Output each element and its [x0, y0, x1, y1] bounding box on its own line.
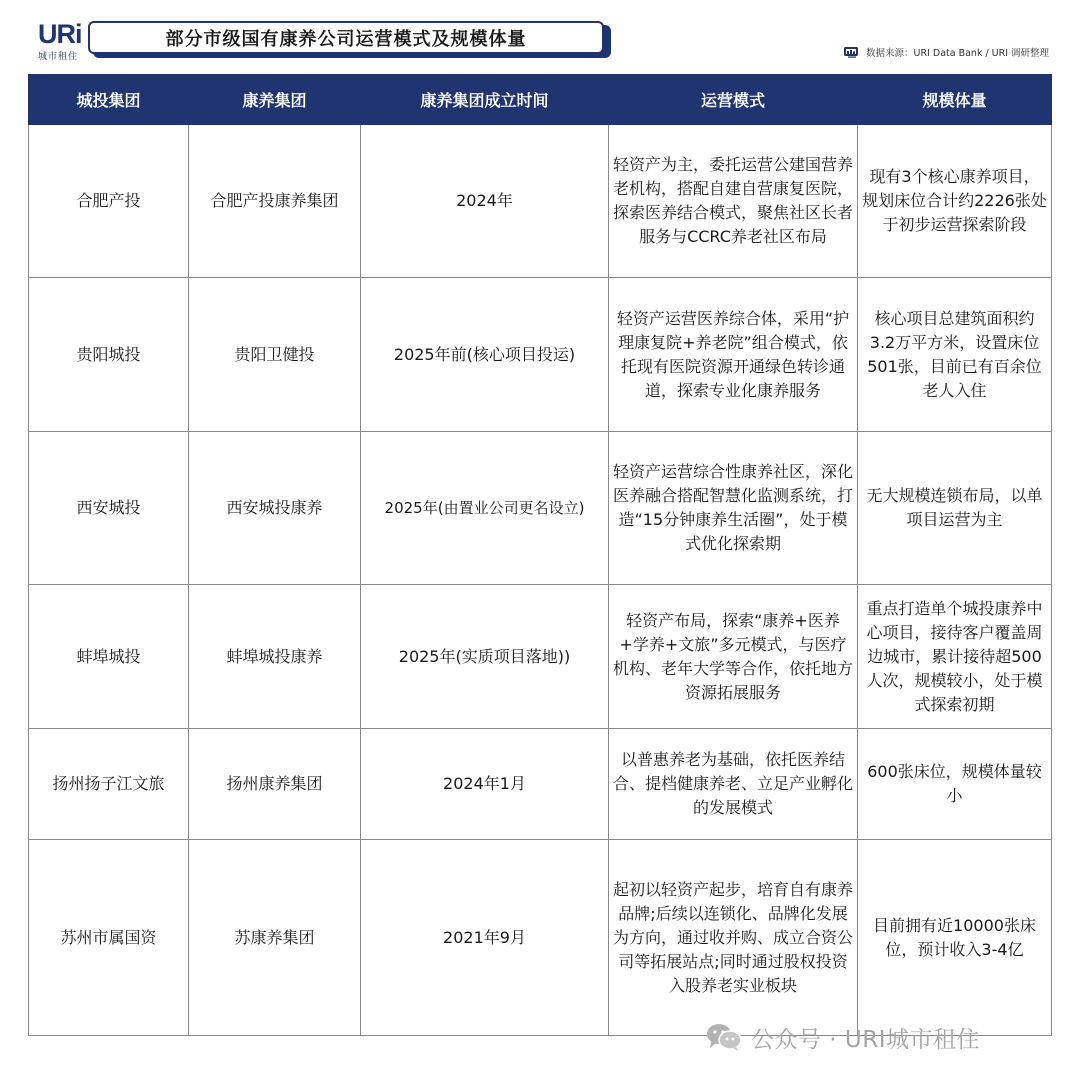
- cell-health-group: 蚌埠城投康养: [189, 585, 361, 729]
- wechat-icon: [705, 1022, 743, 1052]
- cell-health-group: 贵阳卫健投: [189, 278, 361, 432]
- cell-founded: 2025年前(核心项目投运): [361, 278, 609, 432]
- cell-group: 西安城投: [29, 432, 189, 585]
- data-source-text: 数据来源：URI Data Bank / URI 调研整理: [866, 48, 1050, 59]
- cell-mode: 轻资产布局，探索“康养+医养+学养+文旅”多元模式，与医疗机构、老年大学等合作，依托地方资源拓展服务: [609, 585, 858, 729]
- cell-mode: 轻资产为主，委托运营公建国营养老机构，搭配自建自营康复医院，探索医养结合模式，聚焦社区长者服务与CCRC养老社区布局: [609, 125, 858, 278]
- column-header: 康养集团成立时间: [361, 75, 609, 125]
- cell-health-group: 扬州康养集团: [189, 729, 361, 840]
- page-title: 部分市级国有康养公司运营模式及规模体量: [165, 28, 527, 50]
- cell-health-group: 苏康养集团: [189, 840, 361, 1036]
- title-banner: [88, 21, 613, 59]
- wechat-watermark: [705, 1018, 980, 1056]
- data-source-icon: [843, 46, 861, 58]
- table-row: [29, 729, 1052, 840]
- cell-health-group: 西安城投康养: [189, 432, 361, 585]
- cell-mode: 轻资产运营综合性康养社区，深化医养融合搭配智慧化监测系统，打造“15分钟康养生活圈”，处于模式优化探索期: [609, 432, 858, 585]
- logo-mark: URi: [38, 19, 82, 49]
- logo-subtitle: 城市租住: [38, 52, 79, 62]
- cell-founded: 2021年9月: [361, 840, 609, 1036]
- cell-health-group: 合肥产投康养集团: [189, 125, 361, 278]
- data-table: [28, 74, 1052, 1036]
- cell-group: 蚌埠城投: [29, 585, 189, 729]
- cell-founded: 2025年(由置业公司更名设立): [361, 432, 609, 585]
- column-header: 规模体量: [858, 75, 1052, 125]
- cell-mode: 起初以轻资产起步，培育自有康养品牌;后续以连锁化、品牌化发展为方向，通过收并购、成立合资公司等拓展站点;同时通过股权投资入股养老实业板块: [609, 840, 858, 1036]
- cell-mode: 轻资产运营医养综合体，采用“护理康复院+养老院”组合模式，依托现有医院资源开通绿色转诊通道，探索专业化康养服务: [609, 278, 858, 432]
- cell-group: 扬州扬子江文旅: [29, 729, 189, 840]
- cell-group: 苏州市属国资: [29, 840, 189, 1036]
- cell-founded: 2025年(实质项目落地)): [361, 585, 609, 729]
- data-source: [843, 44, 1049, 60]
- table-header-row: [29, 75, 1052, 125]
- cell-scale: 600张床位，规模体量较小: [858, 729, 1052, 840]
- title-box: [88, 21, 604, 54]
- cell-scale: 重点打造单个城投康养中心项目，接待客户覆盖周边城市，累计接待超500人次，规模较小，处于模式探索初期: [858, 585, 1052, 729]
- cell-group: 合肥产投: [29, 125, 189, 278]
- column-header: 康养集团: [189, 75, 361, 125]
- cell-group: 贵阳城投: [29, 278, 189, 432]
- logo: [38, 20, 82, 66]
- cell-founded: 2024年1月: [361, 729, 609, 840]
- column-header: 城投集团: [29, 75, 189, 125]
- cell-founded: 2024年: [361, 125, 609, 278]
- cell-scale: 现有3个核心康养项目，规划床位合计约2226张处于初步运营探索阶段: [858, 125, 1052, 278]
- cell-scale: 核心项目总建筑面积约3.2万平方米，设置床位501张，目前已有百余位老人入住: [858, 278, 1052, 432]
- table-row: [29, 125, 1052, 278]
- cell-mode: 以普惠养老为基础，依托医养结合、提档健康养老、立足产业孵化的发展模式: [609, 729, 858, 840]
- table-row: [29, 278, 1052, 432]
- table-row: [29, 432, 1052, 585]
- table-row: [29, 840, 1052, 1036]
- cell-scale: 无大规模连锁布局，以单项目运营为主: [858, 432, 1052, 585]
- table-row: [29, 585, 1052, 729]
- column-header: 运营模式: [609, 75, 858, 125]
- cell-scale: 目前拥有近10000张床位，预计收入3-4亿: [858, 840, 1052, 1036]
- watermark-text: 公众号 · URI城市租住: [751, 1026, 981, 1053]
